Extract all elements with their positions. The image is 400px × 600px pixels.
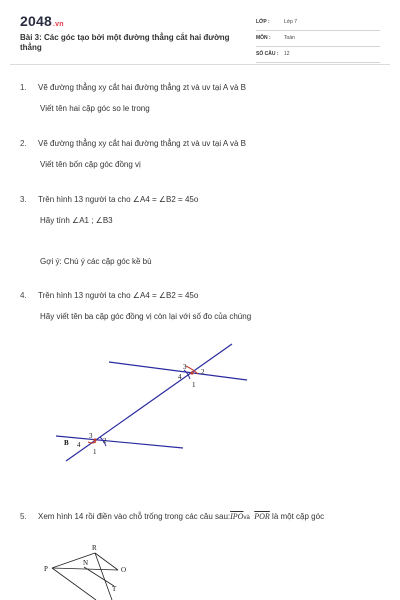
fig14-label: P	[44, 565, 48, 573]
worksheet-meta	[256, 17, 380, 65]
question-number: 3.	[20, 195, 27, 204]
segment-pt	[52, 568, 96, 600]
meta-row-subject	[256, 33, 380, 47]
question-number: 1.	[20, 83, 27, 92]
fig14-label: O	[121, 566, 127, 574]
question-4-sub: Hãy viết tên ba cặp góc đồng vị còn lại với số đo của chúng	[40, 312, 252, 321]
line-b	[56, 436, 183, 448]
question-2	[20, 138, 246, 149]
question-3	[20, 194, 198, 205]
question-text: Vẽ đường thẳng xy cắt hai đường thẳng zt và uv tại A và B	[38, 83, 246, 92]
figure-13-diagram	[0, 330, 400, 475]
meta-label: LỚP :	[256, 19, 270, 25]
question-text: Trên hình 13 người ta cho ∠A4 = ∠B2 = 45o	[38, 195, 199, 204]
logo-text: 2048	[20, 13, 52, 29]
question-number: 5.	[20, 512, 27, 521]
worksheet-header	[0, 0, 400, 62]
meta-value: Lớp 7	[284, 19, 298, 25]
fig13-label: 1	[93, 448, 97, 456]
question-text: Vẽ đường thẳng xy cắt hai đường thẳng zt và uv tại A và B	[38, 139, 246, 148]
fig14-label: R	[92, 544, 97, 552]
question-5	[20, 511, 324, 524]
meta-value: Toán	[284, 35, 295, 41]
question-1-sub: Viết tên hai cặp góc so le trong	[40, 104, 150, 113]
segment-pr	[52, 553, 95, 568]
fig13-label: 4	[77, 441, 81, 449]
figure-14-diagram	[0, 540, 400, 600]
math-angle: $\overline{IPO}$	[230, 512, 244, 521]
site-logo[interactable]	[20, 13, 64, 29]
question-text: Xem hình 14 rồi điền vào chỗ trống trong các câu sau:	[38, 512, 231, 521]
fig13-label: 1	[192, 381, 196, 389]
meta-label: SỐ CÂU :	[256, 51, 279, 57]
point-a	[190, 371, 193, 374]
question-text-end: là một cặp góc	[269, 512, 325, 521]
fig13-label: 2	[103, 437, 107, 445]
segment-po	[52, 568, 118, 570]
lesson-title: Bài 3: Các góc tạo bởi một đường thẳng cắt hai đường thẳng	[20, 33, 230, 52]
fig13-label: 4	[178, 373, 182, 381]
fig14-label: N	[83, 559, 89, 567]
fig14-label: T	[112, 585, 117, 593]
meta-label: MÔN :	[256, 35, 271, 41]
question-4	[20, 290, 198, 301]
logo-suffix: .vn	[52, 21, 64, 28]
meta-value: 12	[284, 51, 290, 57]
question-2-sub: Viết tên bốn cặp góc đồng vị	[40, 160, 141, 169]
header-divider	[10, 64, 390, 65]
fig13-label: 3	[183, 363, 187, 371]
question-1	[20, 82, 246, 93]
math-angle: $\overline{POR}$	[254, 512, 270, 521]
fig13-label: 3	[89, 432, 93, 440]
question-number: 2.	[20, 139, 27, 148]
question-3-sub: Hãy tính ∠A1 ; ∠B3	[40, 216, 113, 225]
segment-rt	[95, 553, 112, 600]
point-b	[93, 438, 96, 441]
fig13-label: B	[64, 439, 69, 447]
conjunction: và	[243, 515, 250, 521]
question-3-hint: Gợi ý: Chú ý các cặp góc kề bù	[40, 257, 152, 266]
meta-row-count	[256, 49, 380, 63]
question-number: 4.	[20, 291, 27, 300]
fig13-label: 2	[201, 368, 205, 376]
question-text: Trên hình 13 người ta cho ∠A4 = ∠B2 = 45o	[38, 291, 199, 300]
meta-row-class	[256, 17, 380, 31]
